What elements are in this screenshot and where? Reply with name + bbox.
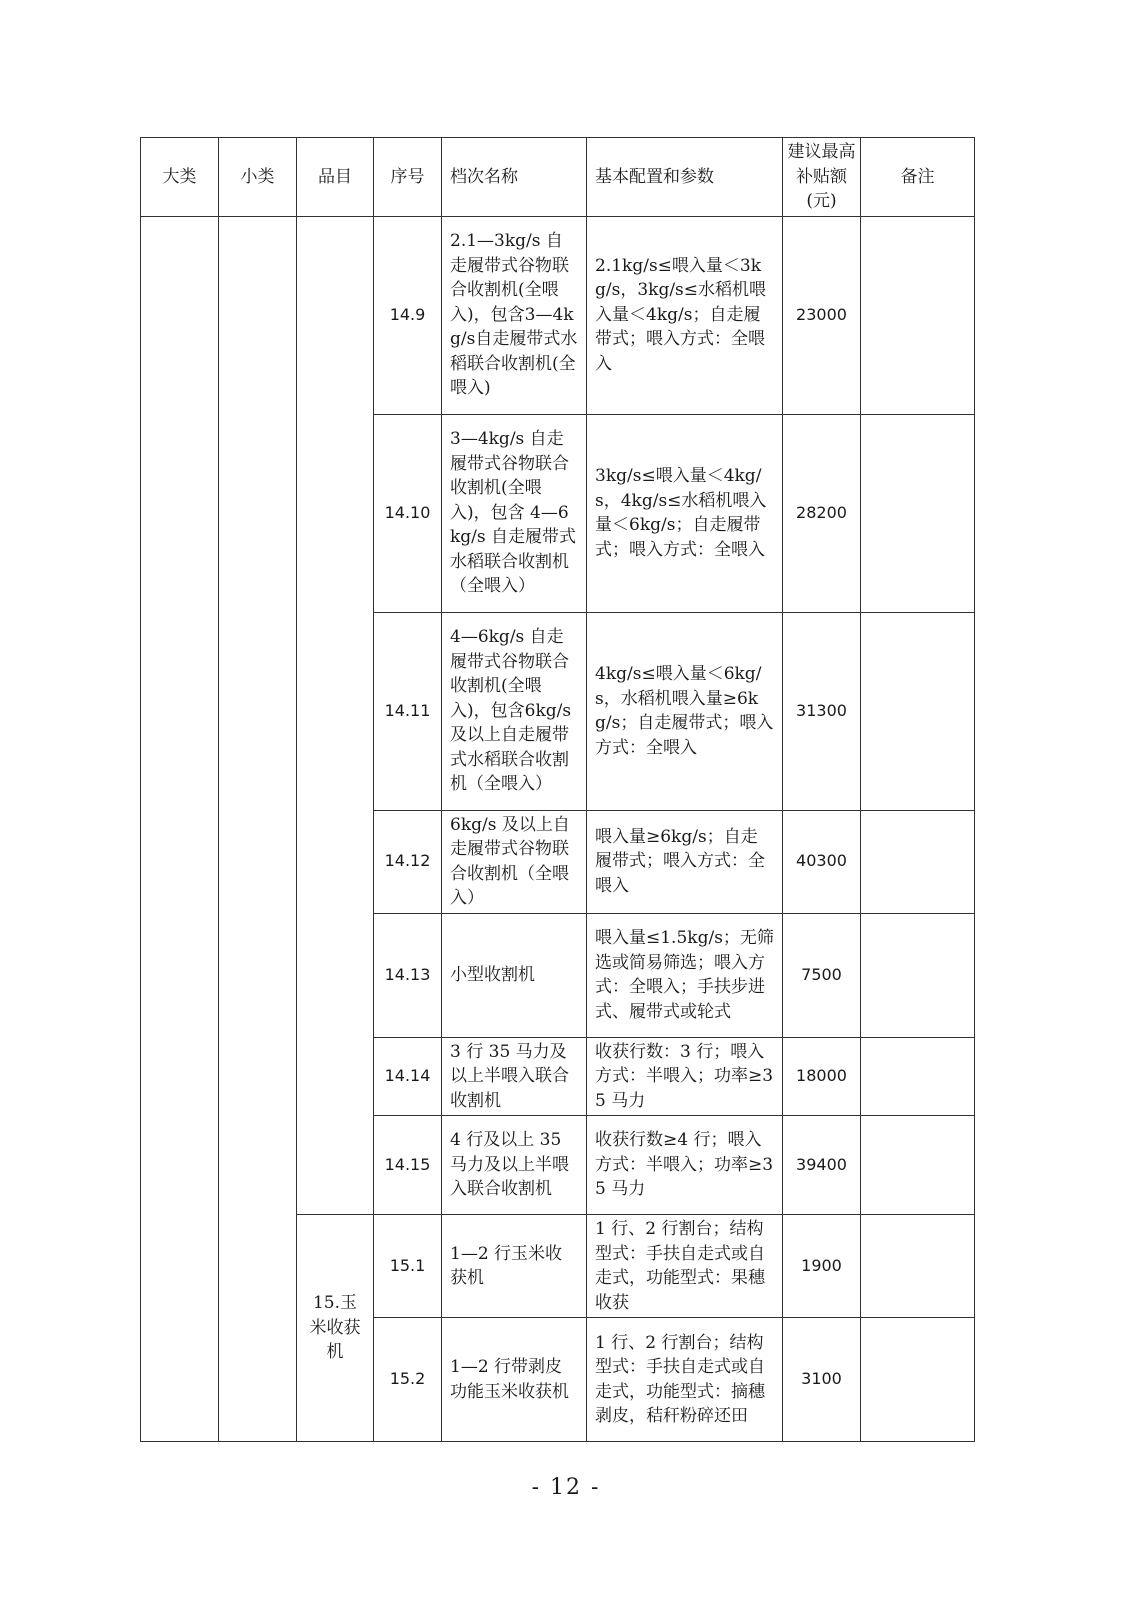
header-remark: 备注 (861, 138, 975, 217)
grade-cell: 1—2 行玉米收获机 (442, 1215, 587, 1318)
config-cell: 收获行数≥4 行；喂入方式：半喂入；功率≥35 马力 (587, 1116, 783, 1215)
remark-cell (861, 216, 975, 414)
remark-cell (861, 612, 975, 810)
config-cell: 收获行数：3 行；喂入方式：半喂入；功率≥35 马力 (587, 1037, 783, 1116)
remark-cell (861, 913, 975, 1037)
grade-cell: 3 行 35 马力及以上半喂入联合收割机 (442, 1037, 587, 1116)
header-subsidy: 建议最高补贴额(元) (783, 138, 861, 217)
header-item: 品目 (297, 138, 374, 217)
grade-cell: 小型收割机 (442, 913, 587, 1037)
grade-cell: 4—6kg/s 自走履带式谷物联合收割机(全喂入)，包含6kg/s 及以上自走履带式水稻联合收割机（全喂入） (442, 612, 587, 810)
config-cell: 4kg/s≤喂入量＜6kg/s，水稻机喂入量≥6kg/s；自走履带式；喂入方式：全喂入 (587, 612, 783, 810)
seq-cell: 14.10 (374, 414, 442, 612)
remark-cell (861, 1116, 975, 1215)
table-row (141, 216, 975, 414)
header-grade: 档次名称 (442, 138, 587, 217)
seq-cell: 14.12 (374, 810, 442, 913)
config-cell: 1 行、2 行割台；结构型式：手扶自走式或自走式，功能型式：果穗收获 (587, 1215, 783, 1318)
remark-cell (861, 1318, 975, 1442)
remark-cell (861, 1215, 975, 1318)
header-seq: 序号 (374, 138, 442, 217)
seq-cell: 15.1 (374, 1215, 442, 1318)
seq-cell: 14.11 (374, 612, 442, 810)
remark-cell (861, 1037, 975, 1116)
item-cell-15: 15.玉米收获机 (297, 1215, 374, 1442)
seq-cell: 14.9 (374, 216, 442, 414)
subsidy-table (140, 137, 975, 1442)
grade-cell: 3—4kg/s 自走履带式谷物联合收割机(全喂入)，包含 4—6kg/s 自走履带式水稻联合收割机（全喂入） (442, 414, 587, 612)
grade-cell: 4 行及以上 35 马力及以上半喂入联合收割机 (442, 1116, 587, 1215)
subsidy-cell: 40300 (783, 810, 861, 913)
header-subcategory: 小类 (219, 138, 297, 217)
subsidy-cell: 3100 (783, 1318, 861, 1442)
remark-cell (861, 414, 975, 612)
subsidy-cell: 1900 (783, 1215, 861, 1318)
header-category: 大类 (141, 138, 219, 217)
grade-cell: 6kg/s 及以上自走履带式谷物联合收割机（全喂入） (442, 810, 587, 913)
config-cell: 1 行、2 行割台；结构型式：手扶自走式或自走式，功能型式：摘穗剥皮，秸秆粉碎还田 (587, 1318, 783, 1442)
header-row (141, 138, 975, 217)
config-cell: 喂入量≤1.5kg/s；无筛选或简易筛选；喂入方式：全喂入；手扶步进式、履带式或轮式 (587, 913, 783, 1037)
grade-cell: 1—2 行带剥皮功能玉米收获机 (442, 1318, 587, 1442)
seq-cell: 14.14 (374, 1037, 442, 1116)
seq-cell: 15.2 (374, 1318, 442, 1442)
page-number: - 12 - (531, 1475, 601, 1500)
subsidy-cell: 7500 (783, 913, 861, 1037)
seq-cell: 14.15 (374, 1116, 442, 1215)
subcategory-cell (219, 216, 297, 1442)
config-cell: 2.1kg/s≤喂入量＜3kg/s，3kg/s≤水稻机喂入量＜4kg/s；自走履带式；喂入方式：全喂入 (587, 216, 783, 414)
subsidy-cell: 23000 (783, 216, 861, 414)
subsidy-cell: 39400 (783, 1116, 861, 1215)
grade-cell: 2.1—3kg/s 自走履带式谷物联合收割机(全喂入)，包含3—4kg/s自走履带式水稻联合收割机(全喂入) (442, 216, 587, 414)
category-cell (141, 216, 219, 1442)
config-cell: 3kg/s≤喂入量＜4kg/s，4kg/s≤水稻机喂入量＜6kg/s；自走履带式；喂入方式：全喂入 (587, 414, 783, 612)
subsidy-cell: 28200 (783, 414, 861, 612)
config-cell: 喂入量≥6kg/s；自走履带式；喂入方式：全喂入 (587, 810, 783, 913)
seq-cell: 14.13 (374, 913, 442, 1037)
header-config: 基本配置和参数 (587, 138, 783, 217)
subsidy-cell: 31300 (783, 612, 861, 810)
item-cell-14 (297, 216, 374, 1215)
subsidy-cell: 18000 (783, 1037, 861, 1116)
remark-cell (861, 810, 975, 913)
